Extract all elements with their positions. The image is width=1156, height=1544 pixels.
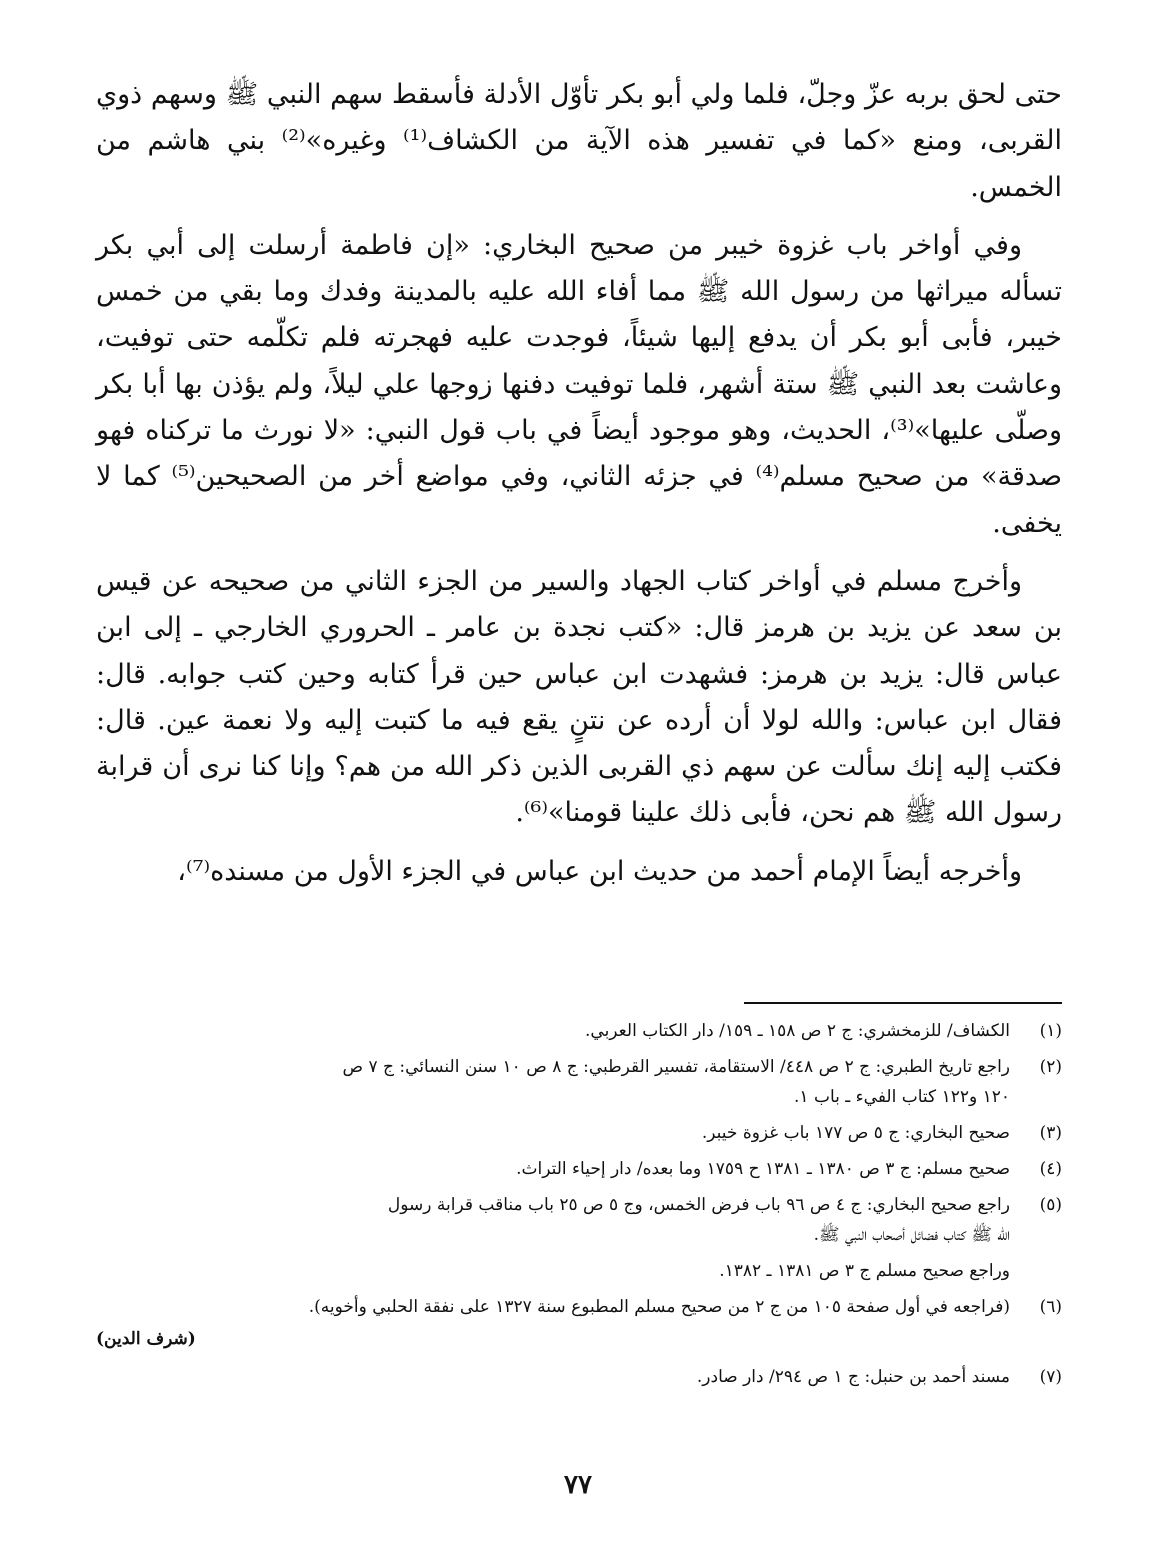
footnote-text: صحيح مسلم: ج ٣ ص ١٣٨٠ ـ ١٣٨١ ح ١٧٥٩ وما بعده/ دار إحياء التراث. (516, 1159, 1010, 1179)
footnote (96, 1154, 1062, 1184)
footnote-text: (فراجعه في أول صفحة ١٠٥ من ج ٢ من صحيح مسلم المطبوع سنة ١٣٢٧ على نفقة الحلبي وأخويه). (308, 1297, 1010, 1317)
footnote (96, 1052, 1062, 1112)
footnote-number: (٦) (1039, 1297, 1062, 1317)
footnote-number: (١) (1039, 1021, 1062, 1041)
footnote-continuation: وراجع صحيح مسلم ج ٣ ص ١٣٨١ ـ ١٣٨٢. (719, 1261, 1010, 1281)
footnote-text: صحيح البخاري: ج ٥ ص ١٧٧ باب غزوة خيبر. (701, 1123, 1010, 1143)
footnotes (96, 1016, 1062, 1398)
footnote-separator (744, 1002, 1062, 1004)
footnote (96, 1016, 1062, 1046)
footnote-text: راجع صحيح البخاري: ج ٤ ص ٩٦ باب فرض الخمس، وج ٥ ص ٢٥ باب مناقب قرابة رسول (387, 1195, 1010, 1215)
footnote-text: مسند أحمد بن حنبل: ج ١ ص ٢٩٤/ دار صادر. (696, 1367, 1010, 1387)
footnote-text: الله ﷺ كتاب فضائل أصحاب النبي ﷺ. (813, 1225, 1010, 1245)
footnote (96, 1190, 1062, 1250)
footnote-number: (٣) (1039, 1123, 1062, 1143)
footnote (96, 1118, 1062, 1148)
paragraph: وفي أواخر باب غزوة خيبر من صحيح البخاري: «إن فاطمة أرسلت إلى أبي بكر تسأله ميراثها من رسول الله ﷺ مما أفاء الله عليه بالمدينة وفدك وما بقي من خمس خيبر، فأبى أبو بكر أن يدفع إليها شيئاً، فوجدت عليه فهجرته فلم تكلّمه حتى توفيت، وعاشت بعد النبي ﷺ ستة أشهر، فلما توفيت دفنها زوجها علي ليلاً، ولم يؤذن بها أبا بكر وصلّى عليها»⁽³⁾، الحديث، وهو موجود أيضاً في باب قول النبي: «لا نورث ما تركناه فهو صدقة» من صحيح مسلم⁽⁴⁾ في جزئه الثاني، وفي مواضع أخر من الصحيحين⁽⁵⁾ كما لا يخفى. (96, 229, 1063, 539)
footnote-number: (٧) (1039, 1367, 1062, 1387)
footnote-number: (٥) (1039, 1195, 1062, 1215)
paragraph: وأخرجه أيضاً الإمام أحمد من حديث ابن عباس في الجزء الأول من مسنده⁽⁷⁾، (177, 855, 1022, 887)
footnote-text: ١٢٠ و١٢٢ كتاب الفيء ـ باب ١. (794, 1087, 1010, 1107)
footnote (96, 1292, 1062, 1322)
footnote-text: الكشاف/ للزمخشري: ج ٢ ص ١٥٨ ـ ١٥٩/ دار الكتاب العربي. (585, 1021, 1010, 1041)
page-number: ٧٧ (564, 1470, 592, 1500)
paragraph: وأخرج مسلم في أواخر كتاب الجهاد والسير من الجزء الثاني من صحيحه عن قيس بن سعد عن يزيد بن هرمز قال: «كتب نجدة بن عامر ـ الحروري الخارجي ـ إلى ابن عباس قال: يزيد بن هرمز: فشهدت ابن عباس حين قرأ كتابه وحين كتب جوابه. قال: فقال ابن عباس: والله لولا أن أرده عن نتنٍ يقع فيه ما كتبت إليه ولا نعمة عين. قال: فكتب إليه إنك سألت عن سهم ذي القربى الذين ذكر الله من هم؟ وإنا كنا نرى أن قرابة رسول الله ﷺ هم نحن، فأبى ذلك علينا قومنا»⁽⁶⁾. (96, 565, 1062, 829)
footnote-number: (٢) (1039, 1057, 1062, 1077)
paragraph: حتى لحق بربه عزّ وجلّ، فلما ولي أبو بكر تأوّل الأدلة فأسقط سهم النبي ﷺ وسهم ذوي القربى، ومنع «كما في تفسير هذه الآية من الكشاف⁽¹⁾ وغيره»⁽²⁾ بني هاشم من الخمس. (96, 79, 1063, 203)
footnote (96, 1362, 1062, 1392)
main-text (96, 72, 1062, 895)
footnote-text: راجع تاريخ الطبري: ج ٢ ص ٤٤٨/ الاستقامة، تفسير القرطبي: ج ٨ ص ١٠ سنن النسائي: ج ٧ ص (342, 1057, 1010, 1077)
footnote-signature: (شرف الدين) (96, 1329, 196, 1349)
footnote-number: (٤) (1039, 1159, 1062, 1179)
